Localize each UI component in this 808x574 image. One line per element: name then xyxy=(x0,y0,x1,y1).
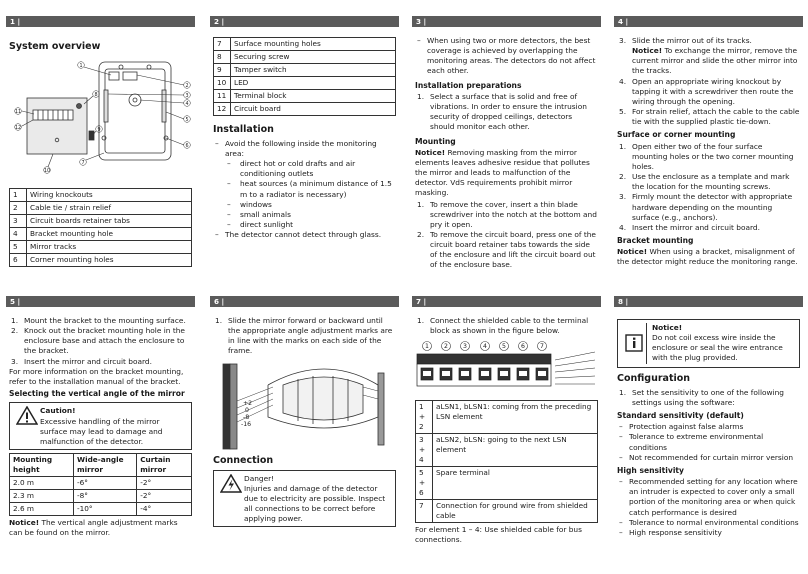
page-2-header: 2 | xyxy=(210,16,399,27)
avoid-list xyxy=(213,159,396,230)
legend-table-2 xyxy=(213,37,396,116)
danger-box: Danger! Injuries and damage of the detector due to electricity are possible. Inspect all connections to be correct before applying power. xyxy=(213,470,396,528)
legend-number: 7 xyxy=(214,38,231,51)
callout-4: 4 xyxy=(185,101,189,107)
table-header: Mounting height xyxy=(10,453,74,476)
connection-title: Connection xyxy=(213,454,274,466)
table-header: Curtain mirror xyxy=(137,453,192,476)
list-item: 2. Use the enclosure as a template and mark the location for the mounting screws. xyxy=(619,172,790,192)
page-7-header: 7 | xyxy=(412,296,601,307)
list-item: – direct sunlight xyxy=(227,220,294,230)
info-icon xyxy=(621,323,647,364)
mark-0: 0 xyxy=(245,406,249,414)
legend-number: 1 xyxy=(10,189,27,202)
legend-row xyxy=(214,102,396,115)
step-1: 1. Slide the mirror forward or backward until the appropriate angle adjustment marks are in line with the marks on each side of the frame. xyxy=(215,316,393,356)
legend-row xyxy=(10,253,192,266)
prep-step: 1. Select a surface that is solid and free of vibrations. In order to ensure the intrusion security of dropped ceilings, detectors should monitor each other. xyxy=(417,91,587,132)
list-item: 1. Open either two of the four surface mounting holes or the two corner mounting holes. xyxy=(619,141,794,171)
system-overview-diagram xyxy=(9,56,192,184)
table-cell: 2.0 m xyxy=(10,476,74,489)
legend-text: Securing screw xyxy=(231,50,396,63)
legend-text: Surface mounting holes xyxy=(231,38,396,51)
page-7 xyxy=(412,296,601,546)
list-item: – small animals xyxy=(227,209,291,219)
table-cell: -4° xyxy=(137,502,192,515)
page-4-header: 4 | xyxy=(614,16,803,27)
glass-note: – The detector cannot detect through glass. xyxy=(215,230,382,240)
legend-number: 5 + 6 xyxy=(416,467,433,500)
list-item: – Tolerance to normal environmental conditions xyxy=(619,517,799,527)
callout-1: 1 xyxy=(79,63,83,69)
legend-number: 1 + 2 xyxy=(416,401,433,434)
page-1-header: 1 | xyxy=(6,16,195,27)
callout-7: 7 xyxy=(81,160,85,166)
bracket-title: Bracket mounting xyxy=(617,235,694,245)
mark-minus-8: -8 xyxy=(243,413,250,421)
list-item: – High response sensitivity xyxy=(619,527,722,537)
page-1 xyxy=(6,16,195,267)
legend-text: Circuit board xyxy=(231,102,396,115)
table-row xyxy=(10,502,192,515)
page-8-header: 8 | xyxy=(614,296,803,307)
terminal-label-7: 7 xyxy=(540,343,544,351)
mounting-steps xyxy=(415,200,598,271)
config-step: 1. Set the sensitivity to one of the following settings using the software: xyxy=(619,387,784,407)
terminal-label-3: 3 xyxy=(463,343,467,351)
legend-number: 7 xyxy=(416,500,433,523)
legend-number: 10 xyxy=(214,76,231,89)
page-6-header: 6 | xyxy=(210,296,399,307)
legend-text: aLSN2, bLSN: going to the next LSN element xyxy=(433,434,598,467)
list-item: – windows xyxy=(227,199,272,209)
page-3-header: 3 | xyxy=(412,16,601,27)
terminal-label-5: 5 xyxy=(502,343,506,351)
standard-title: Standard sensitivity (default) xyxy=(617,410,744,420)
mark-plus-2: +2 xyxy=(243,399,253,407)
list-item: 2. To remove the circuit board, press one of the circuit board retainer tabs towards the side of the enclosure and lift the circuit board out of the enclosure base. xyxy=(417,230,596,270)
table-cell: -2° xyxy=(137,476,192,489)
callout-5: 5 xyxy=(185,117,189,123)
terminal-label-1: 1 xyxy=(425,343,429,351)
legend-row xyxy=(416,500,598,523)
surface-title: Surface or corner mounting xyxy=(617,130,736,140)
legend-text: Wiring knockouts xyxy=(27,189,192,202)
page-5-header: 5 | xyxy=(6,296,195,307)
legend-number: 8 xyxy=(214,50,231,63)
table-cell: -6° xyxy=(74,476,137,489)
mark-minus-16: -16 xyxy=(241,420,252,428)
list-item: 4. Insert the mirror and circuit board. xyxy=(619,222,760,232)
legend-number: 2 xyxy=(10,201,27,214)
legend-row xyxy=(10,214,192,227)
legend-number: 3 xyxy=(10,214,27,227)
list-item: – Protection against false alarms xyxy=(619,422,744,432)
legend-row xyxy=(214,76,396,89)
list-item: 1. Mount the bracket to the mounting surface. xyxy=(11,316,186,325)
list-item: 2. Knock out the bracket mounting hole in the enclosure base and attach the enclosure to the bracket. xyxy=(11,326,185,356)
legend-text: Corner mounting holes xyxy=(27,253,192,266)
list-item: – Recommended setting for any location where an intruder is expected to cover only a small portion of the monitoring area or when quick catch performance is desired xyxy=(619,477,798,517)
bracket-steps xyxy=(9,316,192,367)
terminal-block-diagram xyxy=(415,340,598,396)
callout-6: 6 xyxy=(185,143,189,149)
terminal-table xyxy=(415,400,598,523)
list-item: 1. To remove the cover, insert a thin blade screwdriver into the notch at the bottom and pry it open. xyxy=(417,199,597,229)
legend-text: Spare terminal xyxy=(433,467,598,500)
terminal-label-4: 4 xyxy=(483,343,487,351)
step-1: 1. Connect the shielded cable to the terminal block as shown in the figure below. xyxy=(417,316,589,336)
step-4: 4. Open an appropriate wiring knockout by tapping it with a screwdriver then route the wiring through the opening. xyxy=(619,76,794,106)
table-header: Wide-angle mirror xyxy=(74,453,137,476)
legend-text: Connection for ground wire from shielded cable xyxy=(433,500,598,523)
installation-title: Installation xyxy=(213,123,274,135)
legend-text: Terminal block xyxy=(231,89,396,102)
table-cell: -8° xyxy=(74,489,137,502)
step-5: 5. For strain relief, attach the cable to the cable tie with the supplied plastic tie-down. xyxy=(619,106,800,127)
legend-number: 11 xyxy=(214,89,231,102)
legend-row xyxy=(214,63,396,76)
legend-row xyxy=(10,227,192,240)
caution-icon xyxy=(13,406,40,447)
callout-12: 12 xyxy=(14,125,22,131)
bracket-notice: Notice! When using a bracket, misalignment of the detector might reduce the monitoring range. xyxy=(617,247,798,267)
legend-row xyxy=(10,240,192,253)
enclosure-base xyxy=(99,62,171,160)
angle-notice: Notice! The vertical angle adjustment marks can be found on the mirror. xyxy=(9,517,178,537)
legend-text: Tamper switch xyxy=(231,63,396,76)
legend-row xyxy=(416,401,598,434)
terminal-label-2: 2 xyxy=(444,343,448,351)
caution-box: Caution! Excessive handling of the mirror surface may lead to damage and malfunction of the detector. xyxy=(9,402,192,450)
callout-9: 9 xyxy=(97,127,101,133)
legend-number: 5 xyxy=(10,240,27,253)
table-row xyxy=(10,489,192,502)
tamper-switch xyxy=(89,131,94,140)
legend-text: Cable tie / strain relief xyxy=(27,201,192,214)
list-item: – heat sources (a minimum distance of 1.5 m to a radiator is necessary) xyxy=(227,179,392,199)
callout-11: 11 xyxy=(14,109,22,115)
high-title: High sensitivity xyxy=(617,465,685,475)
terminal-label-6: 6 xyxy=(521,343,525,351)
callout-3: 3 xyxy=(185,93,189,99)
list-item: – Tolerance to extreme environmental conditions xyxy=(619,432,764,452)
legend-text: Bracket mounting hole xyxy=(27,227,192,240)
list-item: – direct hot or cold drafts and air conditioning outlets xyxy=(227,159,356,179)
mounting-notice: Notice! Removing masking from the mirror elements leaves adhesive residue that pollutes the mirror and leads to malfunction of the detector. VdS requirements prohibit mirror masking. xyxy=(415,147,590,198)
avoid-intro: – Avoid the following inside the monitoring area: xyxy=(215,138,377,159)
more-info: For more information on the bracket mounting, refer to the installation manual of the bracket. xyxy=(9,366,184,386)
surface-steps xyxy=(617,142,800,233)
legend-table-1 xyxy=(9,188,192,267)
list-item: 3. Firmly mount the detector with appropriate hardware depending on the mounting surface (e.g., anchors). xyxy=(619,192,793,222)
legend-text: aLSN1, bLSN1: coming from the preceding LSN element xyxy=(433,401,598,434)
page-5 xyxy=(6,296,195,539)
legend-number: 6 xyxy=(10,253,27,266)
standard-list xyxy=(617,422,800,463)
legend-row xyxy=(214,38,396,51)
page-3 xyxy=(412,16,601,271)
table-cell: 2.3 m xyxy=(10,489,74,502)
legend-number: 12 xyxy=(214,102,231,115)
legend-row xyxy=(214,50,396,63)
mirror-adjustment-diagram xyxy=(213,361,396,451)
terminal-footer: For element 1 – 4: Use shielded cable for bus connections. xyxy=(415,525,582,545)
legend-text: LED xyxy=(231,76,396,89)
legend-row xyxy=(10,201,192,214)
notice-box: Notice! Do not coil excess wire inside the enclosure or seal the wire entrance with the plug provided. xyxy=(617,319,800,368)
page-2 xyxy=(210,16,399,240)
high-list xyxy=(617,477,800,538)
legend-row xyxy=(214,89,396,102)
bracket-mounting-hole xyxy=(129,94,141,106)
configuration-title: Configuration xyxy=(617,372,691,384)
list-item: – Not recommended for curtain mirror version xyxy=(619,452,794,462)
list-item: 3. Insert the mirror and circuit board. xyxy=(11,356,152,366)
system-overview-title: System overview xyxy=(9,41,101,52)
legend-row xyxy=(416,434,598,467)
table-cell: -2° xyxy=(137,489,192,502)
callout-8: 8 xyxy=(94,92,98,98)
danger-icon xyxy=(217,474,244,525)
step-3: 3. Slide the mirror out of its tracks. Notice! To exchange the mirror, remove the current mirror and slide the other mirror into the tracks. xyxy=(619,36,798,76)
angle-title: Selecting the vertical angle of the mirror xyxy=(9,388,185,398)
legend-text: Mirror tracks xyxy=(27,240,192,253)
page-4 xyxy=(614,16,803,269)
legend-number: 4 xyxy=(10,227,27,240)
table-cell: 2.6 m xyxy=(10,502,74,515)
prep-title: Installation preparations xyxy=(415,80,522,90)
legend-number: 9 xyxy=(214,63,231,76)
callout-2: 2 xyxy=(185,83,189,89)
angle-table xyxy=(9,453,192,516)
legend-number: 3 + 4 xyxy=(416,434,433,467)
page-8 xyxy=(614,296,803,538)
table-row xyxy=(10,476,192,489)
led xyxy=(77,104,82,109)
page-6 xyxy=(210,296,399,530)
table-cell: -10° xyxy=(74,502,137,515)
multi-detector-note: – When using two or more detectors, the best coverage is achieved by overlapping the monitoring areas. The detectors do not affect each other. xyxy=(417,36,596,76)
legend-row xyxy=(416,467,598,500)
callout-10: 10 xyxy=(43,168,51,174)
legend-row xyxy=(10,189,192,202)
legend-text: Circuit boards retainer tabs xyxy=(27,214,192,227)
mounting-title: Mounting xyxy=(415,136,456,146)
